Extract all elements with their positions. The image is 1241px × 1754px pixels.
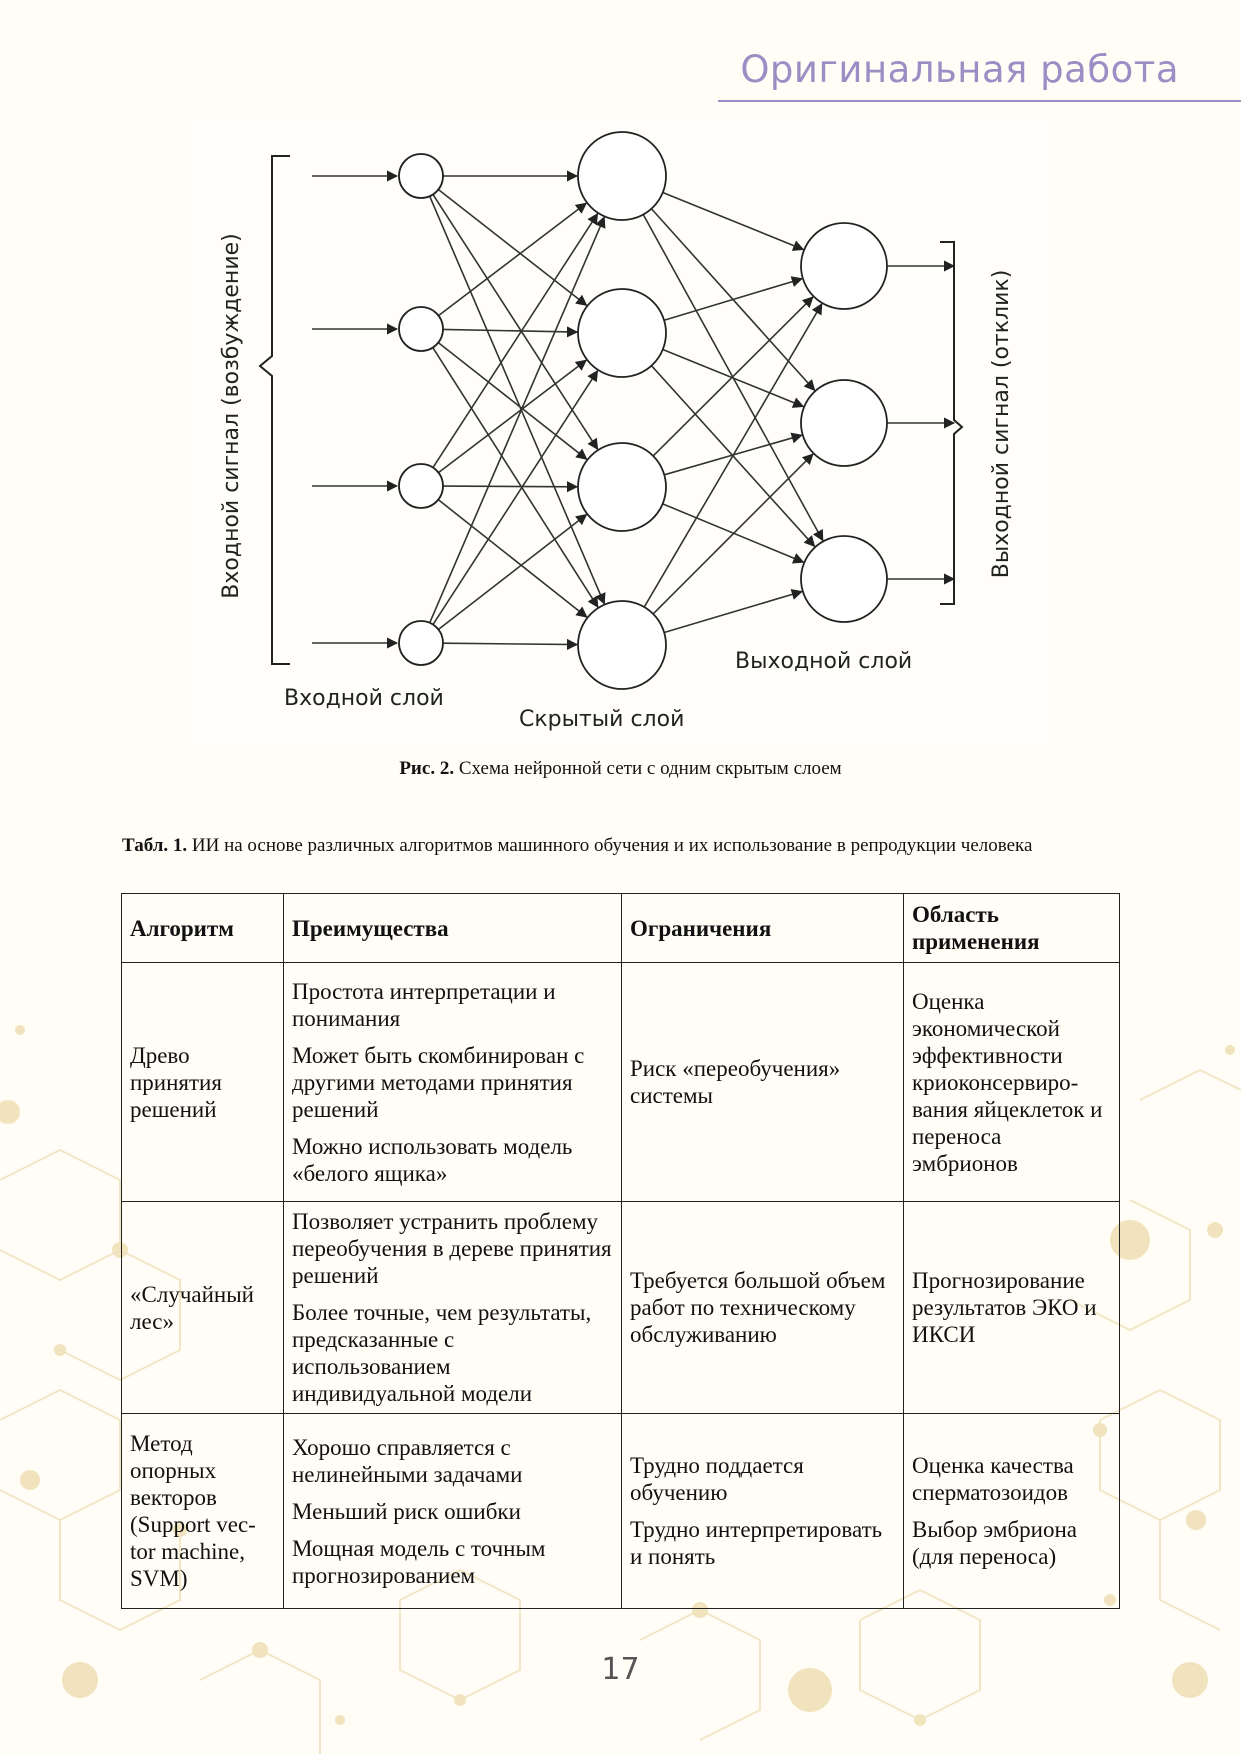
input-neuron <box>399 154 443 198</box>
page-number: 17 <box>601 1652 640 1687</box>
connection-arrow <box>443 643 577 644</box>
advantage-item: Более точные, чем результаты, предсказанные с использованием индивидуальной модели <box>292 1300 592 1406</box>
connection-arrow <box>439 203 587 315</box>
cell-limitations <box>622 1414 904 1609</box>
cell-advantages <box>284 963 622 1202</box>
neural-network-figure <box>192 116 1048 744</box>
connection-arrow <box>653 297 813 456</box>
input-neuron <box>399 464 443 508</box>
table-row <box>122 1202 1120 1414</box>
connection-arrow <box>433 348 598 607</box>
connection-arrow <box>438 515 586 630</box>
hidden-neuron <box>578 289 666 377</box>
advantage-item: Меньший риск ошибки <box>292 1498 521 1524</box>
advantage-item: Хорошо справляется с нелинейными задачами <box>292 1434 523 1487</box>
limitation-item: Трудно интерпретировать и понять <box>630 1517 883 1569</box>
figure-caption-text: Схема нейронной сети с одним скрытым слоем <box>454 758 842 779</box>
advantage-item: Мощная модель с точным прогнозированием <box>292 1535 546 1588</box>
connection-arrow <box>433 194 598 449</box>
table-caption-label: Табл. 1. <box>122 835 188 856</box>
neural-network-diagram <box>192 116 1048 744</box>
table-caption-text: ИИ на основе различных алгоритмов машинного обучения и их использование в репродукции человека <box>187 835 1033 856</box>
application-item: Выбор эмбриона (для переноса) <box>912 1517 1077 1569</box>
cell-applications <box>904 963 1120 1202</box>
limitation-item: Трудно поддается обучению <box>630 1453 804 1505</box>
cell-algorithm: Метод опорных векторов (Support vec-tor machine, SVM) <box>122 1414 284 1609</box>
table-header-row <box>122 894 1120 963</box>
advantage-item: Может быть скомбинирован с другими методами принятия решений <box>292 1042 585 1122</box>
input-bracket <box>260 156 290 664</box>
table-caption <box>122 835 1032 857</box>
connection-arrow <box>663 350 803 407</box>
output-layer-label: Выходной слой <box>735 649 913 674</box>
input-neuron <box>399 621 443 665</box>
connection-arrow <box>438 343 586 460</box>
connection-arrow <box>663 193 803 250</box>
advantage-item: Можно использовать модель «белого ящика» <box>292 1133 573 1186</box>
connection-arrow <box>433 214 598 468</box>
hidden-layer-label: Скрытый слой <box>519 707 685 732</box>
cell-limitations <box>622 963 904 1202</box>
application-item: Прогнозирование результатов ЭКО и ИКСИ <box>912 1268 1097 1347</box>
cell-algorithm: Древо принятия решений <box>122 963 284 1202</box>
table-row <box>122 963 1120 1202</box>
advantage-item: Простота интерпретации и понимания <box>292 978 556 1031</box>
input-neuron <box>399 307 443 351</box>
section-title: Оригинальная работа <box>740 48 1179 91</box>
application-item: Оценка качества сперматозоидов <box>912 1453 1074 1505</box>
connection-arrow <box>653 454 813 614</box>
advantage-item: Позволяет устранить проблему переобучения в дереве принятия решений <box>292 1209 612 1288</box>
limitation-item: Риск «переобучения» системы <box>630 1056 841 1108</box>
figure-caption-label: Рис. 2. <box>399 758 455 779</box>
input-signal-label: Входной сигнал (возбуждение) <box>219 233 244 599</box>
connection-arrow <box>433 371 598 625</box>
header-algorithm: Алгоритм <box>122 894 284 963</box>
limitation-item: Требуется большой объем работ по техническому обслуживанию <box>630 1268 886 1347</box>
connection-arrow <box>438 500 586 617</box>
cell-advantages <box>284 1414 622 1609</box>
application-item: Оценка экономической эффективности криоконсервиро-вания яйцеклеток и переноса эмбрионов <box>912 988 1103 1176</box>
connection-arrow <box>644 304 822 607</box>
figure-caption <box>0 758 1241 780</box>
connection-arrow <box>664 592 802 633</box>
hidden-neuron <box>578 443 666 531</box>
header-applications: Область применения <box>904 894 1120 963</box>
connection-arrow <box>443 486 577 487</box>
section-title-underline <box>718 100 1241 102</box>
output-neuron <box>801 223 887 309</box>
cell-algorithm: «Случайный лес» <box>122 1202 284 1414</box>
header-advantages: Преимущества <box>284 894 622 963</box>
cell-advantages <box>284 1202 622 1414</box>
cell-applications <box>904 1414 1120 1609</box>
algorithms-table <box>121 893 1120 1609</box>
output-signal-label: Выходной сигнал (отклик) <box>989 269 1014 579</box>
cell-limitations <box>622 1202 904 1414</box>
connection-arrow <box>438 190 586 306</box>
output-neuron <box>801 536 887 622</box>
output-neuron <box>801 380 887 466</box>
connection-arrow <box>664 279 802 321</box>
hidden-neuron <box>578 601 666 689</box>
header-limitations: Ограничения <box>622 894 904 963</box>
input-layer-label: Входной слой <box>284 686 444 711</box>
cell-applications <box>904 1202 1120 1414</box>
hidden-neuron <box>578 132 666 220</box>
connection-arrow <box>443 329 577 332</box>
connection-arrow <box>439 360 587 472</box>
table-row <box>122 1414 1120 1609</box>
